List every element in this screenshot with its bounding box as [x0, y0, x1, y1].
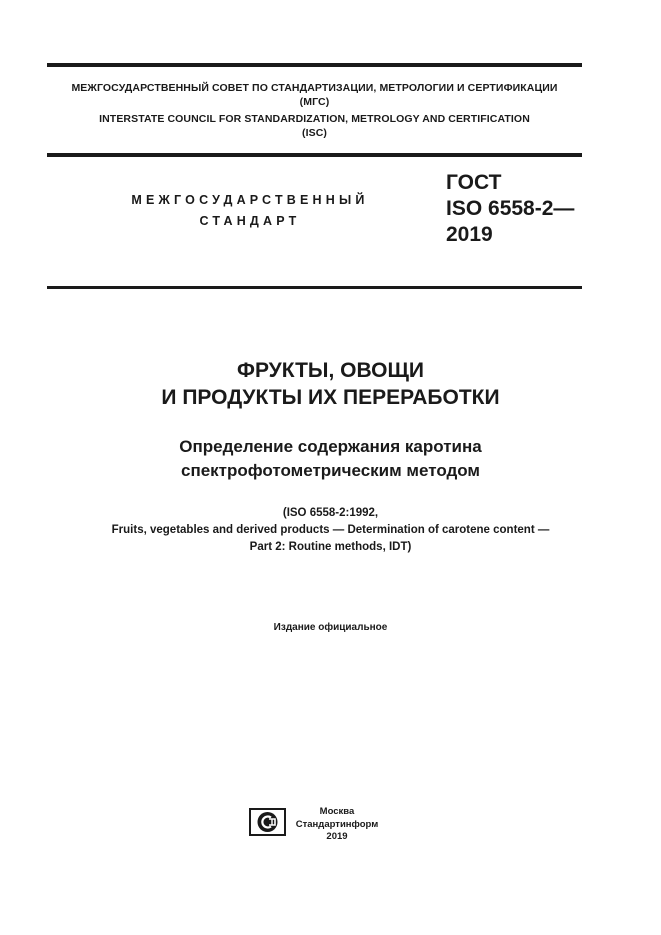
standartinform-logo-icon	[249, 808, 286, 836]
council-en-abbr: (ISC)	[302, 127, 327, 139]
publisher-name: Стандартинформ	[295, 818, 379, 830]
document-title	[47, 357, 614, 411]
gost-line2: ISO 6558-2—	[446, 197, 575, 220]
title-line2: И ПРОДУКТЫ ИХ ПЕРЕРАБОТКИ	[161, 386, 500, 409]
council-ru	[47, 81, 582, 109]
council-en-name: INTERSTATE COUNCIL FOR STANDARDIZATION, METROLOGY AND CERTIFICATION	[99, 113, 530, 125]
edition-note: Издание официальное	[273, 622, 388, 633]
subtitle-line2: спектрофотометрическим методом	[180, 461, 481, 480]
standard-kind	[100, 190, 400, 232]
gost-designation	[446, 170, 574, 248]
council-ru-abbr: (МГС)	[299, 96, 330, 108]
iso-reference	[30, 505, 631, 556]
header-rule	[47, 153, 582, 157]
gost-line1: ГОСТ	[446, 171, 502, 194]
subtitle-line1: Определение содержания каротина	[179, 437, 482, 456]
document-subtitle	[47, 435, 614, 483]
iso-ref-line3: Part 2: Routine methods, IDT)	[249, 541, 412, 553]
title-line1: ФРУКТЫ, ОВОЩИ	[237, 359, 424, 382]
standard-kind-line1: МЕЖГОСУДАРСТВЕННЫЙ	[131, 193, 369, 207]
publisher	[292, 806, 382, 844]
publisher-year: 2019	[326, 831, 348, 842]
standard-kind-line2: СТАНДАРТ	[199, 214, 301, 228]
designation-rule	[47, 286, 582, 289]
publisher-city: Москва	[319, 806, 355, 817]
council-en	[47, 112, 582, 140]
top-rule	[47, 63, 582, 67]
iso-ref-line2: Fruits, vegetables and derived products — Determination of carotene content —	[111, 524, 550, 536]
gost-line3: 2019	[446, 223, 493, 246]
iso-ref-line1: (ISO 6558-2:1992,	[282, 507, 379, 519]
council-ru-name: МЕЖГОСУДАРСТВЕННЫЙ СОВЕТ ПО СТАНДАРТИЗАЦИИ, МЕТРОЛОГИИ И СЕРТИФИКАЦИИ	[71, 82, 558, 94]
